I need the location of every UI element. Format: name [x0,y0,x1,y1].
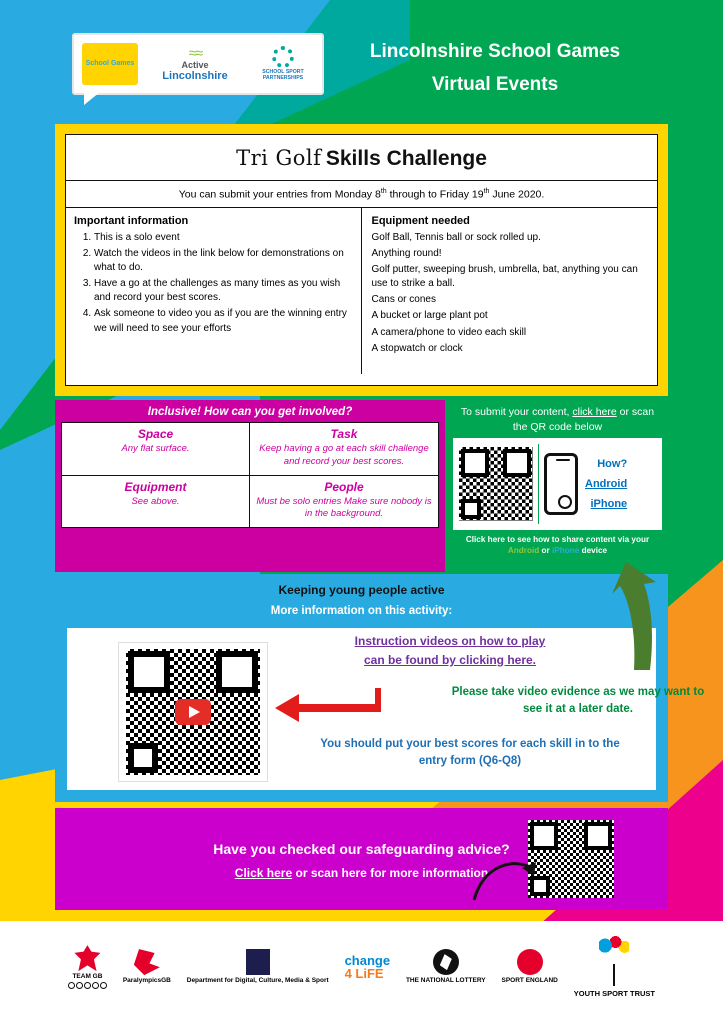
activity-title-part1: Tri Golf [236,146,322,170]
keeping-active-text: Keeping young people active [278,583,445,597]
important-information-list [74,231,353,336]
submit-click-here-link[interactable]: click here [572,406,617,418]
video-evidence-note: Please take video evidence as we may want to see it at a later date. [451,686,705,715]
iphone-link[interactable]: iPhone [590,498,628,511]
activity-card [65,134,658,386]
best-scores-note: You should put your best scores for each skill in to the entry form (Q6-Q8) [320,738,620,767]
youtube-play-icon [175,699,211,725]
logo-caption: YOUTH SPORT TRUST [573,988,655,998]
red-arrow-icon [271,682,381,730]
submit-footer-note[interactable] [453,534,662,556]
inclusive-value: Keep having a go at each skill challenge and record your best scores. [259,443,429,467]
how-label: How? [597,458,628,471]
safeguarding-click-here-link[interactable]: Click here [234,866,293,880]
equipment-heading: Equipment needed [371,214,470,227]
android-link[interactable]: Android [585,478,628,491]
important-information-heading: Important information [74,214,189,227]
page-title-line2: Virtual Events [431,73,559,95]
equipment-list [372,231,650,357]
youtube-qr-pattern [126,649,260,775]
page-title [330,38,660,103]
school-games-logo-label: School Games [85,60,135,68]
logo-national-lottery [406,949,486,985]
list-item: A camera/phone to video each skill [371,326,527,338]
inclusive-value: See above. [131,495,180,507]
device-links [585,458,627,510]
divider [538,444,539,524]
list-item: Golf putter, sweeping brush, umbrella, bat, anything you can use to strike a ball. [371,263,638,290]
qr-corner-icon [461,499,481,519]
safeguarding-qr-code[interactable] [528,820,614,898]
inclusive-grid [61,422,439,528]
submit-footer-post: device [579,546,608,556]
sport-england-icon [517,949,543,975]
submit-footer-android: Android [507,546,540,556]
active-lincolnshire-logo [149,46,241,82]
activity-title [66,135,657,181]
youtube-qr-code[interactable] [118,642,268,782]
footer-logos [0,921,723,1013]
important-information-column [66,208,362,374]
yst-people-icon [599,936,629,960]
submit-qr-code[interactable] [459,447,533,521]
logo-sport-england [502,949,558,985]
submit-footer-iphone: iPhone [552,546,580,556]
inclusive-cell-task [250,423,438,476]
list-item: Anything round! [371,247,442,259]
safeguarding-rest: or scan here for more information [292,866,489,880]
paralympics-flame-icon [134,949,160,975]
submit-footer-mid: or [539,546,553,556]
submit-heading-post: or scan the QR code below [512,406,655,433]
list-item: 1. This is a solo event [94,231,353,245]
list-item: 4. Ask someone to video you as if you are the winning entry we will need to see your efforts [94,307,353,335]
logo-caption: SPORT ENGLAND [501,977,558,985]
safeguarding-panel [55,808,668,910]
inclusive-key: Task [330,427,358,441]
royal-crest-icon [246,949,270,975]
inclusive-heading: Inclusive! How can you get involved? [147,406,353,418]
inclusive-value: Any flat surface. [121,443,190,454]
inclusive-cell-people [250,476,438,528]
inclusive-panel [55,400,445,572]
submit-content-panel [447,400,668,572]
logo-caption: THE NATIONAL LOTTERY [405,977,486,985]
inclusive-key: People [324,479,364,494]
more-information-text: More information on this activity: [270,605,453,617]
olympic-rings-icon [68,982,107,989]
submit-heading [453,405,662,434]
logo-paralympics-gb [123,949,171,985]
gear-icon [272,46,294,68]
ssp-label: SCHOOL SPORT PARTNERSHIPS [262,69,304,81]
instruction-videos-link[interactable] [295,632,605,669]
inclusive-key: Space [137,427,174,441]
inclusive-value: Must be solo entries Make sure nobody is in the background. [256,495,432,520]
submit-qr-row [453,438,662,530]
swoosh-icon: ≈≈ [188,44,202,62]
equipment-column [362,208,658,374]
change4life-wordmark: change 4 LiFE [344,953,391,981]
list-item: 2. Watch the videos in the link below for demonstrations on what to do. [94,247,353,275]
logo-change4life [345,954,391,980]
active-lincolnshire-bottom: Lincolnshire [162,69,228,82]
submit-footer-pre: Click here to see how to share content via your [465,535,650,545]
activity-panel [55,124,668,396]
submit-heading-pre: To submit your content, [460,406,573,418]
list-item: A stopwatch or clock [371,342,463,354]
phone-icon [544,453,578,515]
page-title-line1: Lincolnshire School Games [369,41,621,62]
divider [613,964,615,986]
inclusive-cell-space [62,423,250,476]
activity-title-part2: Skills Challenge [325,147,487,170]
school-games-logo [82,43,138,85]
instruction-link-line2[interactable]: can be found by clicking here. [363,652,537,667]
team-gb-lion-icon [74,945,100,971]
safeguarding-question: Have you checked our safeguarding advice? [213,841,510,857]
inclusive-key: Equipment [124,479,187,494]
list-item: Cans or cones [371,294,436,306]
list-item: Golf Ball, Tennis ball or sock rolled up. [371,231,541,243]
activity-info-panel [55,574,705,802]
school-sport-partnerships-logo [252,46,314,82]
submission-dates: You can submit your entries from Monday 8th through to Friday 19th June 2020. [66,181,657,208]
qr-corner-icon [128,743,158,773]
logo-caption: Department for Digital, Culture, Media & Sport [186,977,329,985]
logo-team-gb [68,945,107,989]
logo-dcms [187,949,329,985]
inclusive-cell-equipment [62,476,250,528]
logo-caption: TEAM GB [72,973,103,981]
activity-columns [66,208,657,374]
active-lincolnshire-top: Active [181,59,209,70]
green-arrow-icon [610,562,670,672]
instruction-link-line1[interactable]: Instruction videos on how to play [354,634,546,648]
curved-arrow-icon [470,856,540,906]
logo-youth-sport-trust [574,936,655,999]
lottery-fingers-icon [433,949,459,975]
logo-caption: ParalympicsGB [122,977,171,985]
page-header [0,0,723,122]
logo-bar [72,33,324,95]
list-item: A bucket or large plant pot [371,310,488,322]
list-item: 3. Have a go at the challenges as many times as you wish and record your best scores. [94,277,353,305]
